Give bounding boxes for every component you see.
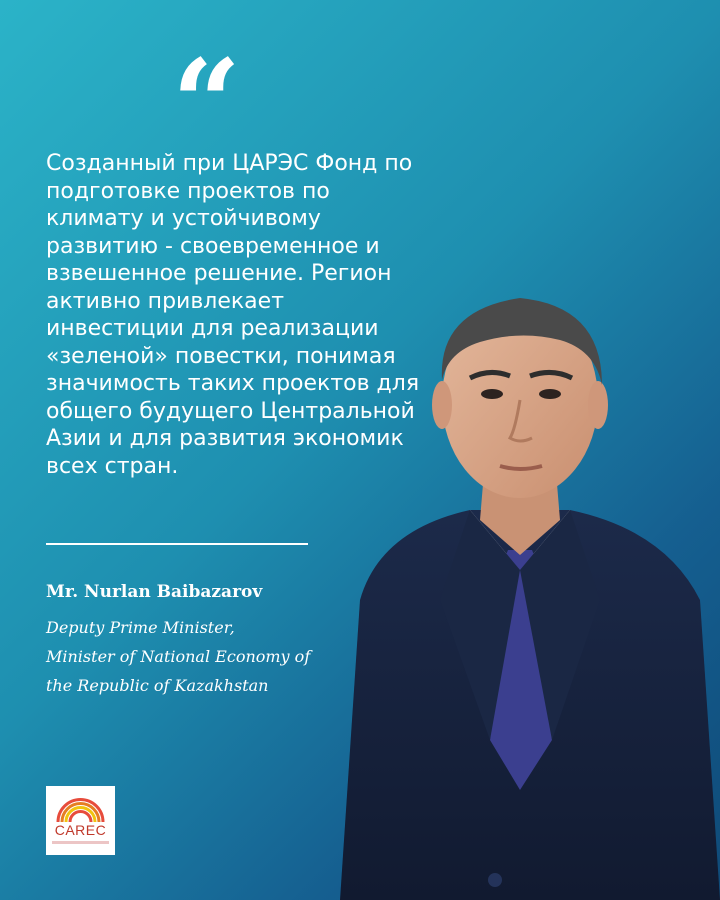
- carec-sun-logo-icon: [46, 786, 115, 826]
- carec-logo: [46, 786, 115, 855]
- speaker-role-line: the Republic of Kazakhstan: [46, 676, 269, 695]
- speaker-role-line: Minister of National Economy of: [46, 647, 311, 666]
- divider: [46, 543, 308, 545]
- speaker-name: Mr. Nurlan Baibazarov: [46, 582, 263, 602]
- carec-logo-text: CAREC: [54, 822, 107, 838]
- speaker-role-line: Deputy Prime Minister,: [46, 618, 235, 637]
- quote-mark-icon: “: [172, 33, 242, 174]
- speaker-portrait: [320, 270, 720, 900]
- carec-logo-tagline: [52, 841, 109, 844]
- speaker-role: [46, 613, 346, 700]
- quote-text: Созданный при ЦАРЭС Фонд по подготовке проектов по климату и устойчивому развитию - своевременное и взвешенное решение. Регион активно привлекает инвестиции для реализации «зеленой» повестки, понимая значимость таких проектов для общего будущего Центральной Азии и для развития экономик всех стран.: [46, 151, 420, 479]
